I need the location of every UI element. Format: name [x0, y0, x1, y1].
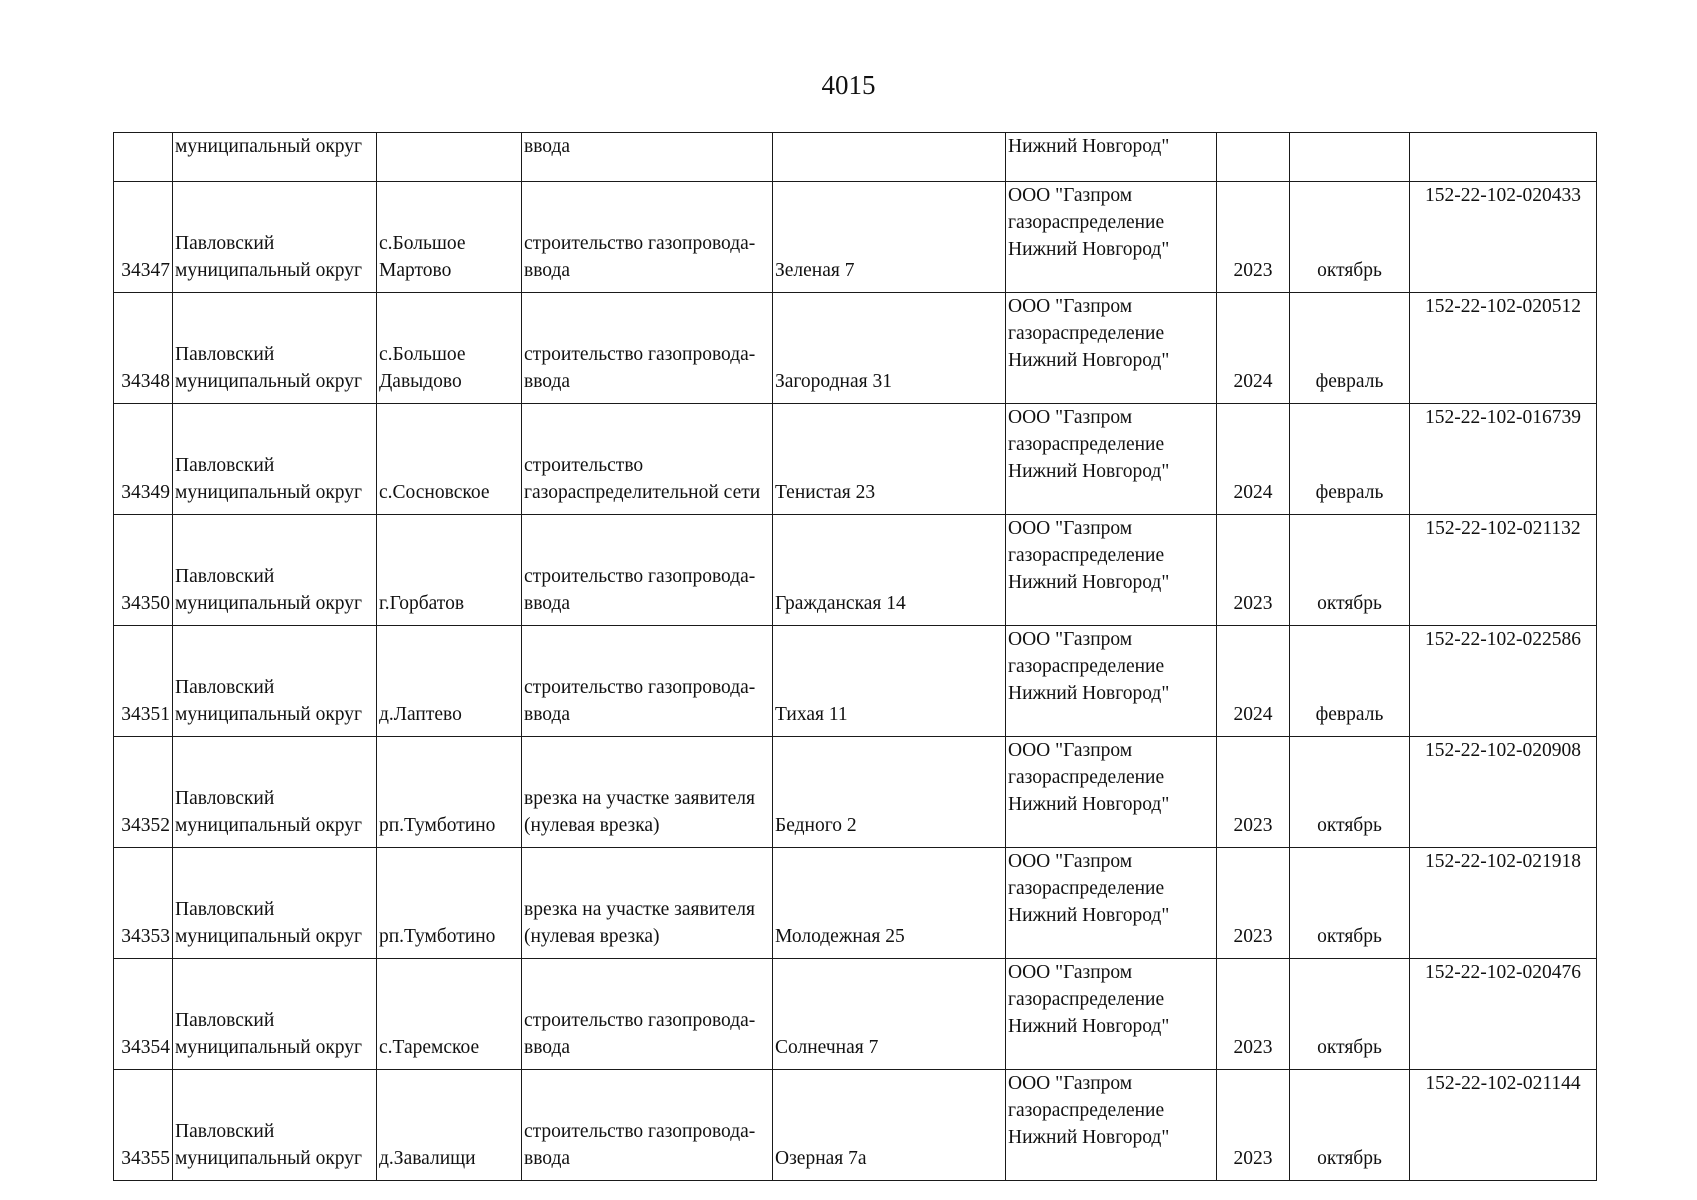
district-line-1: Павловский — [175, 566, 275, 587]
work-line-2: ввода — [524, 593, 571, 614]
cell-work-type — [522, 293, 773, 404]
locality-line-1 — [379, 674, 519, 701]
page-number: 4015 — [821, 70, 876, 100]
cell-locality — [377, 959, 522, 1070]
locality-line-2: с.Таремское — [379, 1037, 480, 1058]
locality-line-2: Давыдово — [379, 371, 462, 392]
cell-district — [173, 626, 377, 737]
cell-locality — [377, 626, 522, 737]
cell-year: 2023 — [1217, 182, 1290, 293]
org-line-1: ООО "Газпром — [1008, 740, 1133, 761]
district-line-2: муниципальный округ — [175, 482, 363, 503]
district-line-2: муниципальный округ — [175, 926, 363, 947]
cell-organization — [1006, 737, 1217, 848]
locality-line-2: г.Горбатов — [379, 593, 465, 614]
table-row — [114, 293, 1597, 404]
org-line-1: ООО "Газпром — [1008, 296, 1133, 317]
locality-line-2: д.Завалищи — [379, 1148, 476, 1169]
cell-address: Загородная 31 — [773, 293, 1006, 404]
cell-month: октябрь — [1290, 959, 1410, 1070]
locality-line-1 — [379, 896, 519, 923]
cell-year: 2024 — [1217, 626, 1290, 737]
cell-address: Молодежная 25 — [773, 848, 1006, 959]
org-line-1: ООО "Газпром — [1008, 629, 1133, 650]
cell-month: октябрь — [1290, 1070, 1410, 1181]
locality-line-1: с.Большое — [379, 233, 466, 254]
work-line-2: ввода — [524, 704, 571, 725]
cell-district — [173, 959, 377, 1070]
district-line-1: Павловский — [175, 899, 275, 920]
cell-organization — [1006, 626, 1217, 737]
cell-organization — [1006, 848, 1217, 959]
work-line-1: строительство газопровода- — [524, 566, 756, 587]
work-line-1: строительство газопровода- — [524, 1121, 756, 1142]
cell-year: 2023 — [1217, 1070, 1290, 1181]
cell-year: 2023 — [1217, 959, 1290, 1070]
org-line-3: Нижний Новгород" — [1008, 1127, 1170, 1148]
cell-reg-number: 152-22-102-016739 — [1410, 404, 1597, 515]
table-row — [114, 626, 1597, 737]
district-line-2: муниципальный округ — [175, 815, 363, 836]
cell-locality — [377, 737, 522, 848]
table-row — [114, 848, 1597, 959]
cell-district — [173, 133, 377, 182]
cell-month: октябрь — [1290, 848, 1410, 959]
locality-line-1 — [379, 452, 519, 479]
cell-locality — [377, 515, 522, 626]
cell-year: 2024 — [1217, 404, 1290, 515]
table-row — [114, 182, 1597, 293]
cell-organization — [1006, 293, 1217, 404]
cell-year: 2023 — [1217, 848, 1290, 959]
district-line-1: Павловский — [175, 233, 275, 254]
cell-locality — [377, 1070, 522, 1181]
district-line: муниципальный округ — [175, 136, 363, 157]
work-line: ввода — [524, 136, 571, 157]
table-row — [114, 404, 1597, 515]
cell-number: 34349 — [114, 404, 173, 515]
org-line-2: газораспределение — [1008, 878, 1165, 899]
cell-district — [173, 1070, 377, 1181]
locality-line-1: с.Большое — [379, 344, 466, 365]
org-line-2: газораспределение — [1008, 212, 1165, 233]
org-line-1: ООО "Газпром — [1008, 851, 1133, 872]
org-line-1: ООО "Газпром — [1008, 1073, 1133, 1094]
org-line-1: ООО "Газпром — [1008, 518, 1133, 539]
work-line-1: врезка на участке заявителя — [524, 899, 755, 920]
work-line-2: ввода — [524, 260, 571, 281]
cell-address: Тенистая 23 — [773, 404, 1006, 515]
work-line-1: врезка на участке заявителя — [524, 788, 755, 809]
cell-year: 2024 — [1217, 293, 1290, 404]
district-line-1: Павловский — [175, 1121, 275, 1142]
cell-locality — [377, 293, 522, 404]
cell-number: 34350 — [114, 515, 173, 626]
cell-address: Тихая 11 — [773, 626, 1006, 737]
work-line-1: строительство газопровода- — [524, 344, 756, 365]
locality-line-2: с.Сосновское — [379, 482, 490, 503]
locality-line-1 — [379, 563, 519, 590]
table-row — [114, 959, 1597, 1070]
cell-reg-number: 152-22-102-020476 — [1410, 959, 1597, 1070]
work-line-1: строительство газопровода- — [524, 233, 756, 254]
cell-address: Зеленая 7 — [773, 182, 1006, 293]
locality-line-2: рп.Тумботино — [379, 926, 496, 947]
cell-reg-number: 152-22-102-020908 — [1410, 737, 1597, 848]
org-line-2: газораспределение — [1008, 434, 1165, 455]
cell-organization — [1006, 959, 1217, 1070]
locality-line-1 — [379, 1118, 519, 1145]
cell-number: 34347 — [114, 182, 173, 293]
org-line-3: Нижний Новгород" — [1008, 461, 1170, 482]
work-line-1: строительство газопровода- — [524, 1010, 756, 1031]
cell-reg-number: 152-22-102-021144 — [1410, 1070, 1597, 1181]
cell-organization — [1006, 182, 1217, 293]
org-line-3: Нижний Новгород" — [1008, 350, 1170, 371]
cell-organization — [1006, 1070, 1217, 1181]
district-line-1: Павловский — [175, 455, 275, 476]
locality-line-2: рп.Тумботино — [379, 815, 496, 836]
work-line-2: ввода — [524, 371, 571, 392]
org-line-1: ООО "Газпром — [1008, 962, 1133, 983]
locality-line-1 — [379, 1007, 519, 1034]
cell-reg-number: 152-22-102-020433 — [1410, 182, 1597, 293]
cell-district — [173, 515, 377, 626]
org-line-3: Нижний Новгород" — [1008, 239, 1170, 260]
org-line-2: газораспределение — [1008, 323, 1165, 344]
work-line-2: (нулевая врезка) — [524, 926, 660, 947]
gasification-registry-table — [113, 132, 1597, 1181]
cell-number — [114, 133, 173, 182]
cell-month: февраль — [1290, 293, 1410, 404]
cell-address: Бедного 2 — [773, 737, 1006, 848]
district-line-1: Павловский — [175, 677, 275, 698]
cell-year — [1217, 133, 1290, 182]
locality-line-1 — [379, 785, 519, 812]
cell-reg-number: 152-22-102-022586 — [1410, 626, 1597, 737]
cell-organization — [1006, 133, 1217, 182]
table-row-continuation — [114, 133, 1597, 182]
cell-year: 2023 — [1217, 515, 1290, 626]
district-line-2: муниципальный округ — [175, 704, 363, 725]
cell-work-type — [522, 626, 773, 737]
table-row — [114, 737, 1597, 848]
org-line-3: Нижний Новгород" — [1008, 1016, 1170, 1037]
district-line-2: муниципальный округ — [175, 593, 363, 614]
org-line-2: газораспределение — [1008, 767, 1165, 788]
cell-work-type — [522, 959, 773, 1070]
org-line-2: газораспределение — [1008, 545, 1165, 566]
work-line-2: (нулевая врезка) — [524, 815, 660, 836]
cell-number: 34351 — [114, 626, 173, 737]
cell-locality — [377, 182, 522, 293]
district-line-2: муниципальный округ — [175, 260, 363, 281]
cell-work-type — [522, 182, 773, 293]
cell-district — [173, 182, 377, 293]
cell-work-type — [522, 848, 773, 959]
cell-organization — [1006, 404, 1217, 515]
district-line-1: Павловский — [175, 1010, 275, 1031]
cell-reg-number: 152-22-102-021918 — [1410, 848, 1597, 959]
table-row — [114, 1070, 1597, 1181]
org-line-2: газораспределение — [1008, 989, 1165, 1010]
org-line-3: Нижний Новгород" — [1008, 794, 1170, 815]
org-line-3: Нижний Новгород" — [1008, 572, 1170, 593]
cell-number: 34348 — [114, 293, 173, 404]
cell-month: февраль — [1290, 404, 1410, 515]
cell-work-type — [522, 133, 773, 182]
cell-locality — [377, 848, 522, 959]
cell-address: Озерная 7а — [773, 1070, 1006, 1181]
cell-month: октябрь — [1290, 737, 1410, 848]
cell-address: Гражданская 14 — [773, 515, 1006, 626]
cell-work-type — [522, 515, 773, 626]
work-line-2: газораспределительной сети — [524, 482, 761, 503]
cell-address: Солнечная 7 — [773, 959, 1006, 1070]
cell-work-type — [522, 737, 773, 848]
district-line-1: Павловский — [175, 344, 275, 365]
cell-locality — [377, 404, 522, 515]
cell-district — [173, 737, 377, 848]
cell-month: октябрь — [1290, 182, 1410, 293]
org-line-2: газораспределение — [1008, 656, 1165, 677]
cell-address — [773, 133, 1006, 182]
work-line-1: строительство — [524, 455, 644, 476]
locality-line-2: Мартово — [379, 260, 452, 281]
cell-reg-number: 152-22-102-021132 — [1410, 515, 1597, 626]
district-line-2: муниципальный округ — [175, 1037, 363, 1058]
org-line-3: Нижний Новгород" — [1008, 905, 1170, 926]
org-line-1: ООО "Газпром — [1008, 407, 1133, 428]
cell-work-type — [522, 404, 773, 515]
org-line-2: газораспределение — [1008, 1100, 1165, 1121]
cell-year: 2023 — [1217, 737, 1290, 848]
cell-district — [173, 404, 377, 515]
table-row — [114, 515, 1597, 626]
org-line-1: ООО "Газпром — [1008, 185, 1133, 206]
org-line: Нижний Новгород" — [1008, 136, 1170, 157]
cell-number: 34353 — [114, 848, 173, 959]
cell-month: февраль — [1290, 626, 1410, 737]
cell-reg-number: 152-22-102-020512 — [1410, 293, 1597, 404]
cell-reg-number — [1410, 133, 1597, 182]
cell-district — [173, 293, 377, 404]
cell-district — [173, 848, 377, 959]
district-line-1: Павловский — [175, 788, 275, 809]
cell-number: 34352 — [114, 737, 173, 848]
locality-line-2: д.Лаптево — [379, 704, 462, 725]
work-line-2: ввода — [524, 1037, 571, 1058]
district-line-2: муниципальный округ — [175, 1148, 363, 1169]
cell-month: октябрь — [1290, 515, 1410, 626]
cell-organization — [1006, 515, 1217, 626]
district-line-2: муниципальный округ — [175, 371, 363, 392]
work-line-2: ввода — [524, 1148, 571, 1169]
org-line-3: Нижний Новгород" — [1008, 683, 1170, 704]
cell-number: 34354 — [114, 959, 173, 1070]
work-line-1: строительство газопровода- — [524, 677, 756, 698]
cell-month — [1290, 133, 1410, 182]
cell-locality — [377, 133, 522, 182]
cell-number: 34355 — [114, 1070, 173, 1181]
cell-work-type — [522, 1070, 773, 1181]
